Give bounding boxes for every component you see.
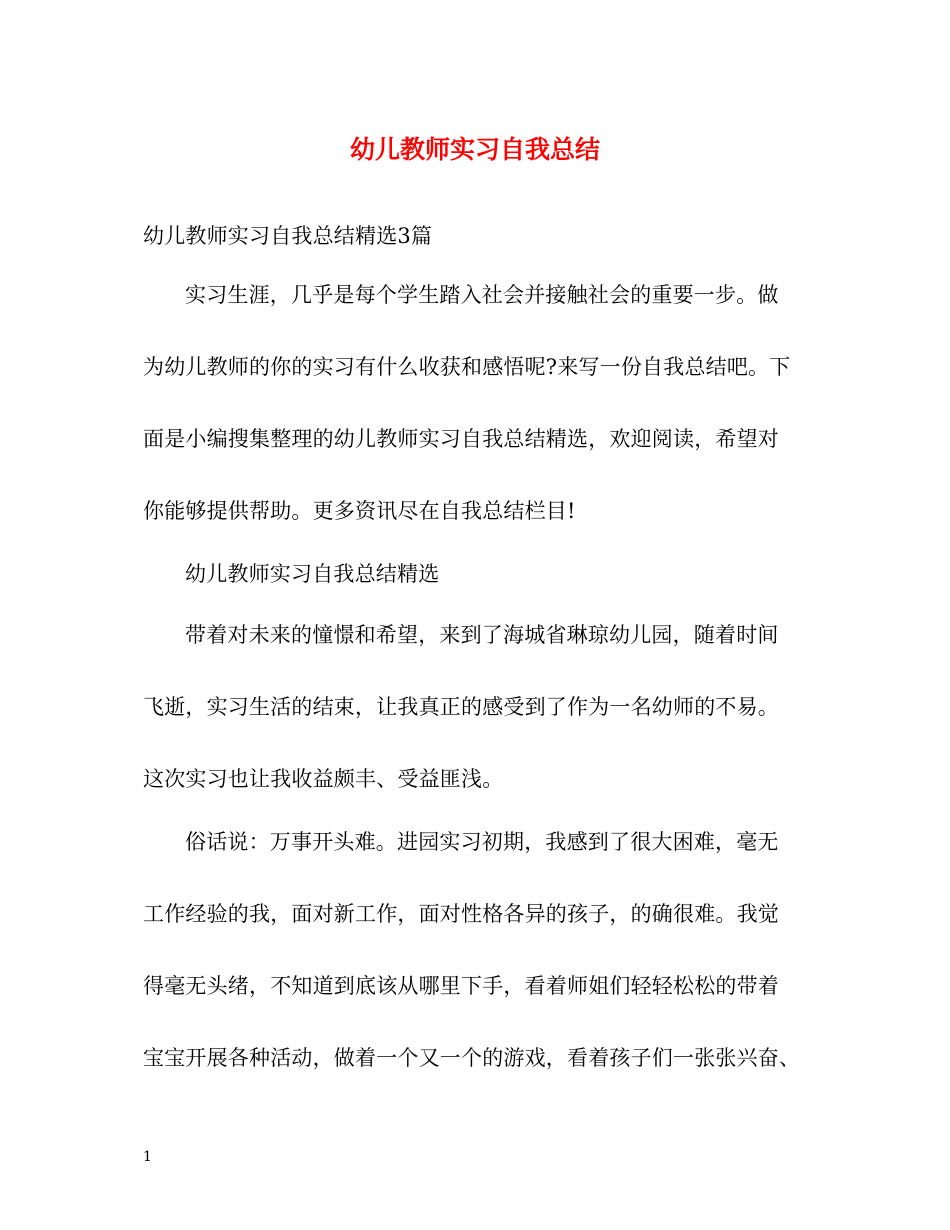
paragraph-line: 这次实习也让我收益颇丰、受益匪浅。 <box>143 767 504 791</box>
paragraph-line: 飞逝，实习生活的结束，让我真正的感受到了作为一名幼师的不易。 <box>143 695 779 719</box>
paragraph-line: 面是小编搜集整理的幼儿教师实习自我总结精选，欢迎阅读，希望对 <box>143 427 779 451</box>
document-title: 幼儿教师实习自我总结 <box>349 135 600 164</box>
section-heading: 幼儿教师实习自我总结精选 <box>185 562 440 586</box>
paragraph-line: 你能够提供帮助。更多资讯尽在自我总结栏目! <box>143 499 576 523</box>
paragraph-line: 宝宝开展各种活动，做着一个又一个的游戏，看着孩子们一张张兴奋、 <box>143 1046 801 1070</box>
paragraph-line: 实习生涯，几乎是每个学生踏入社会并接触社会的重要一步。做 <box>185 283 779 307</box>
page-number: 1 <box>143 1149 152 1165</box>
paragraph-line: 带着对未来的憧憬和希望，来到了海城省琳琼幼儿园，随着时间 <box>185 623 779 647</box>
paragraph-line: 得毫无头绪，不知道到底该从哪里下手，看着师姐们轻轻松松的带着 <box>143 974 779 998</box>
paragraph-line: 工作经验的我，面对新工作，面对性格各异的孩子，的确很难。我觉 <box>143 902 779 926</box>
paragraph-line: 为幼儿教师的你的实习有什么收获和感悟呢?来写一份自我总结吧。下 <box>143 355 791 379</box>
paragraph-line: 俗话说：万事开头难。进园实习初期，我感到了很大困难，毫无 <box>185 830 779 854</box>
document-subtitle: 幼儿教师实习自我总结精选3篇 <box>143 224 433 248</box>
